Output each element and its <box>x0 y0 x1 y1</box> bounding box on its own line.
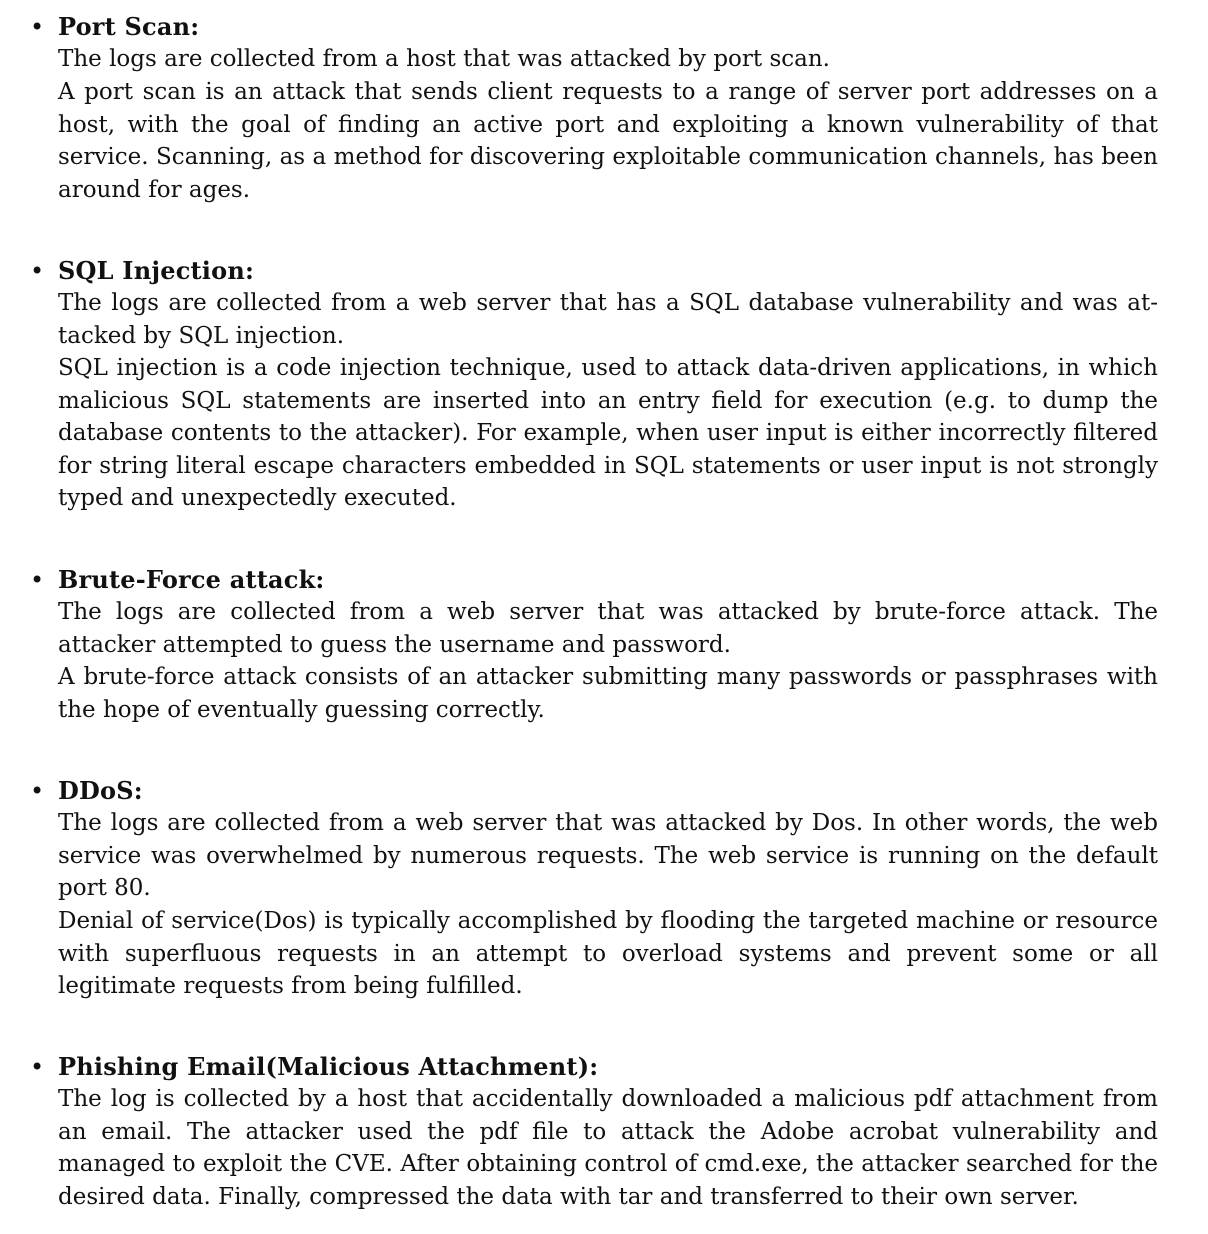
section-paragraph: The logs are collected from a web server that was attacked by Dos. In other words, the web service was overwhelmed by numerous requests. The web service is running on the default port 80. <box>58 810 1158 901</box>
bullet-icon: • <box>30 257 45 285</box>
section-paragraph: Denial of service(Dos) is typically accomplished by flooding the targeted machine or resource with superfluous requests in an attempt to overload systems and prevent some or all legitimate requests from being fulfilled. <box>58 908 1158 999</box>
section-title: SQL Injection: <box>58 256 255 285</box>
bullet-icon: • <box>30 777 45 805</box>
section-title: Phishing Email(Malicious Attachment): <box>58 1052 599 1081</box>
section-paragraph: A port scan is an attack that sends client requests to a range of server port addresses on a host, with the goal of finding an active port and exploiting a known vulnerability of that service. Scanning, as a method for discovering exploitable communication channels, has been around for ages. <box>58 79 1158 203</box>
section-title: Port Scan: <box>58 12 200 41</box>
section-paragraph: SQL injection is a code injection technique, used to attack data-driven applications, in which malicious SQL statements are inserted into an entry field for execution (e.g. to dump the database contents to the attacker). For example, when user input is either incorrectly filtered for string literal escape characters embedded in SQL statements or user input is not strongly typed and unexpectedly executed. <box>58 355 1158 511</box>
bullet-icon: • <box>30 1053 45 1081</box>
bullet-icon: • <box>30 566 45 594</box>
section-paragraph: A brute-force attack consists of an attacker submitting many passwords or passphrases with the hope of eventually guessing correctly. <box>58 664 1158 723</box>
section-title: Brute-Force attack: <box>58 565 325 594</box>
section-paragraph: The logs are collected from a web server that was attacked by brute-force attack. The attacker attempted to guess the username and password. <box>58 599 1158 658</box>
section-title: DDoS: <box>58 776 143 805</box>
section-paragraph: The logs are collected from a web server that has a SQL database vulnerability and was attacked by SQL injection. <box>58 290 1158 349</box>
section-paragraph: The logs are collected from a host that was attacked by port scan. <box>58 46 830 72</box>
section-paragraph: The log is collected by a host that accidentally downloaded a malicious pdf attachment from an email. The attacker used the pdf file to attack the Adobe acrobat vulnerability and managed to exploit the CVE. After obtaining control of cmd.exe, the attacker searched for the desired data. Finally, compressed the data with tar and transferred to their own server. <box>58 1086 1158 1210</box>
bullet-icon: • <box>30 13 45 41</box>
